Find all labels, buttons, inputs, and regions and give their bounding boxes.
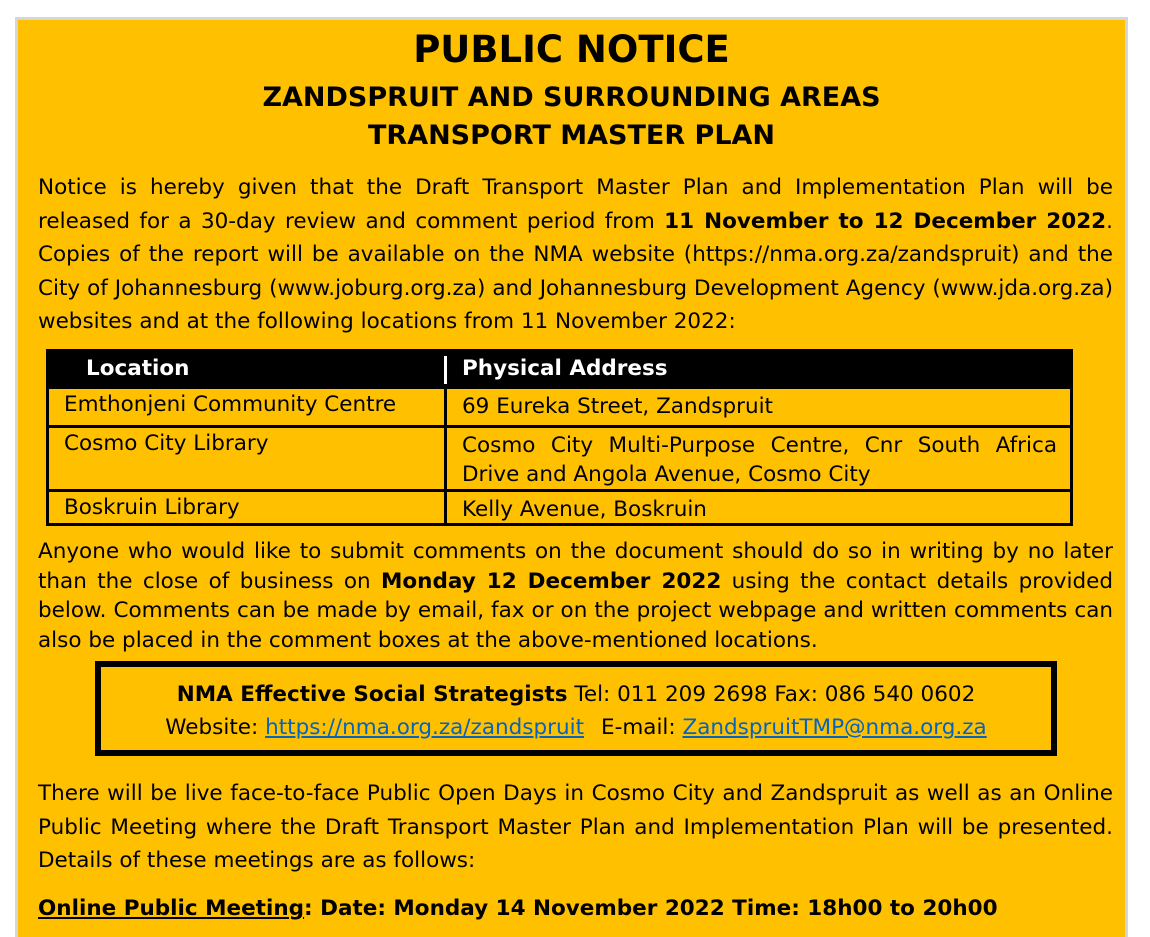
location-cell: Cosmo City Library [64, 431, 269, 456]
contact-line-phone [101, 678, 1051, 711]
location-cell: Boskruin Library [64, 495, 240, 520]
notice-subtitle-area: ZANDSPRUIT AND SURROUNDING AREAS [262, 82, 881, 113]
website-label: Website: [165, 715, 266, 740]
comments-text-a: Anyone who would like to submit comments on the document should do so in writing by no later than the close of business on [38, 539, 1113, 594]
comments-text-b: using the contact details provided below. Comments can be made by email, fax or on the project webpage and written comments can also be placed in the comment boxes at the above-mentioned locations. [38, 568, 1113, 653]
table-row [49, 489, 1070, 526]
public-notice [15, 17, 1128, 937]
contact-org: NMA Effective Social Strategists [176, 682, 568, 707]
intro-text-a: Notice is hereby given that the Draft Transport Master Plan and Implementation Plan will be released for a 30-day review and comment period from [38, 175, 1113, 234]
locations-table [46, 349, 1073, 526]
online-meeting-line [38, 892, 1113, 926]
online-meeting-label: Online Public Meeting [38, 896, 305, 921]
contact-line-web [101, 711, 1051, 744]
comments-paragraph [38, 537, 1113, 655]
column-divider [444, 492, 447, 526]
column-divider [444, 428, 447, 489]
address-cell: Cosmo City Multi-Purpose Centre, Cnr South Africa Drive and Angola Avenue, Cosmo City [462, 433, 1057, 487]
contact-phones: Tel: 011 209 2698 Fax: 086 540 0602 [567, 682, 976, 707]
header-location: Location [86, 356, 190, 381]
table-row [49, 386, 1070, 425]
notice-title: PUBLIC NOTICE [413, 28, 730, 71]
address-cell: 69 Eureka Street, Zandspruit [462, 394, 773, 419]
header-divider [444, 356, 447, 384]
website-link[interactable]: https://nma.org.za/zandspruit [265, 715, 584, 740]
notice-subtitle-plan: TRANSPORT MASTER PLAN [367, 120, 776, 151]
email-label: E-mail: [601, 715, 683, 740]
open-days-paragraph: There will be live face-to-face Public Open Days in Cosmo City and Zandspruit as well as an Online Public Meeting where the Draft Transport Master Plan and Implementation Plan will be presented. Details of these meetings are as follows: [38, 781, 1113, 873]
table-row [49, 425, 1070, 489]
contact-box [95, 661, 1057, 756]
column-divider [444, 389, 447, 425]
online-meeting-details: : Date: Monday 14 November 2022 Time: 18h00 to 20h00 [304, 896, 998, 921]
email-link[interactable]: ZandspruitTMP@nma.org.za [682, 715, 987, 740]
address-cell: Kelly Avenue, Boskruin [462, 497, 707, 522]
comment-deadline: Monday 12 December 2022 [380, 568, 722, 594]
intro-paragraph [38, 171, 1113, 339]
intro-text-b: . Copies of the report will be available on the NMA website (https://nma.org.za/zandspruit) and the City of Johannesburg (www.joburg.org.za) and Johannesburg Development Agency (www.jda.org.za) websites and at the following locations from 11 November 2022: [38, 208, 1113, 334]
header-physical-address: Physical Address [462, 356, 668, 381]
location-cell: Emthonjeni Community Centre [64, 392, 397, 417]
review-period-dates: 11 November to 12 December 2022 [664, 208, 1107, 234]
table-header [49, 352, 1070, 386]
